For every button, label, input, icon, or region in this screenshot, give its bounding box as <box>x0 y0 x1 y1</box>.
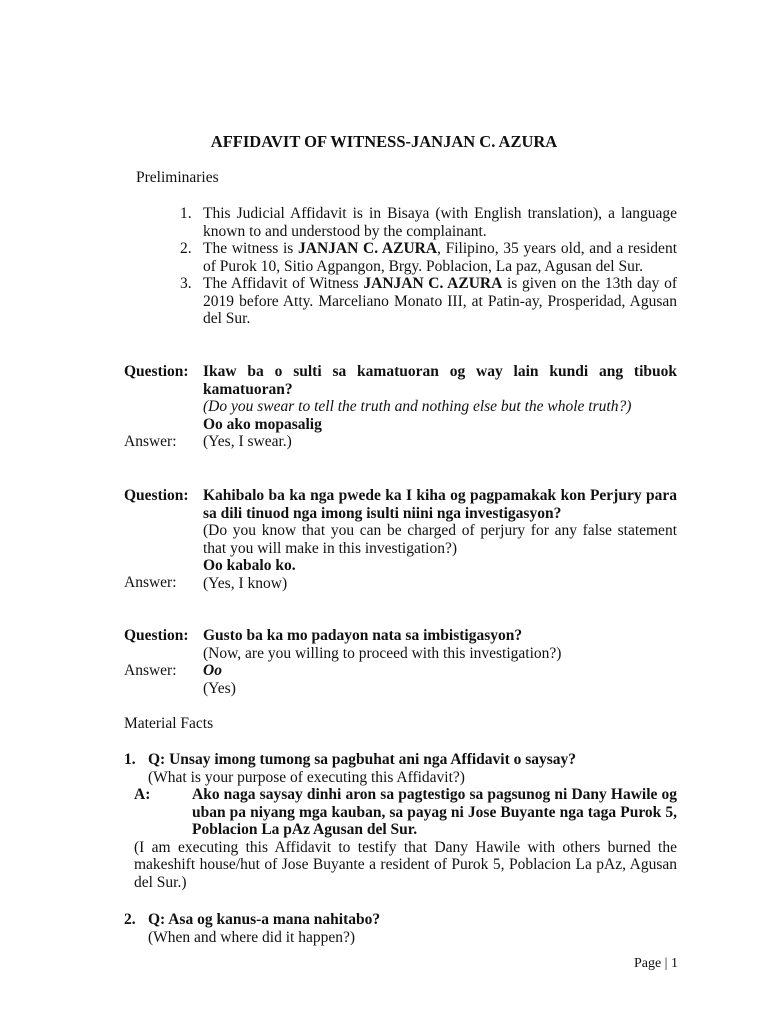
answer-text: Oo ako mopasalig <box>203 415 322 433</box>
question-label: Question: <box>124 487 189 504</box>
question-text: Gusto ba ka mo padayon nata sa imbistigasyon? <box>203 627 523 644</box>
fact-number: 1. <box>124 751 136 768</box>
question-translation: (Do you swear to tell the truth and nothing else but the whole truth?) <box>203 398 632 415</box>
list-item: 1. This Judicial Affidavit is in Bisaya (with English translation), a language known to and understood by the complainant. <box>180 205 677 240</box>
question-label: Question: <box>124 627 189 644</box>
preliminaries-list <box>180 205 677 328</box>
preliminaries-heading: Preliminaries <box>136 169 219 186</box>
document-title: AFFIDAVIT OF WITNESS-JANJAN C. AZURA <box>210 132 558 151</box>
fact-number: 2. <box>124 911 136 928</box>
witness-name: JANJAN C. AZURA <box>298 240 438 257</box>
answer-text: Oo <box>203 662 222 679</box>
page-number: Page | 1 <box>633 956 678 971</box>
fact-block <box>124 911 677 946</box>
fact-block <box>124 751 677 891</box>
fact-question: Q: Asa og kanus-a mana nahitabo? <box>148 911 381 928</box>
answer-label: Answer: <box>124 433 177 450</box>
qa-block <box>203 363 677 451</box>
answer-text: Oo kabalo ko. <box>203 557 296 574</box>
qa-block <box>203 627 677 697</box>
answer-translation: (Yes) <box>203 679 236 697</box>
fact-question: Q: Unsay imong tumong sa pagbuhat ani nga Affidavit o saysay? <box>148 751 577 768</box>
answer-translation: (Yes, I swear.) <box>203 433 292 450</box>
answer-translation: (Yes, I know) <box>203 574 288 592</box>
question-translation: (Do you know that you can be charged of perjury for any false statement that you will make in this investigation?) <box>203 522 677 557</box>
fact-answer-translation: (I am executing this Affidavit to testify that Dany Hawile with others burned the makeshift house/hut of Jose Buyante a resident of Purok 5, Poblacion La pAz, Agusan del Sur.) <box>134 838 677 891</box>
answer-label: Answer: <box>124 574 177 591</box>
question-label: Question: <box>124 363 189 380</box>
material-facts-heading: Material Facts <box>124 715 214 732</box>
fact-question-translation: (What is your purpose of executing this Affidavit?) <box>148 768 465 786</box>
question-text: Ikaw ba o sulti sa kamatuoran og way lain kundi ang tibuok kamatuoran? <box>203 363 677 398</box>
list-item: 2. The witness is JANJAN C. AZURA, Filipino, 35 years old, and a resident of Purok 10, Sitio Agpangon, Brgy. Poblacion, La paz, Agusan del Sur. <box>180 240 677 275</box>
fact-answer: A: Ako naga saysay dinhi aron sa pagtestigo sa pagsunog ni Dany Hawile og uban pa niyang mga kauban, sa payag ni Jose Buyante nga taga Purok 5, Poblacion La pAz Agusan del Sur. <box>134 786 677 838</box>
witness-name: JANJAN C. AZURA <box>363 275 503 292</box>
qa-block <box>203 487 677 592</box>
question-text: Kahibalo ba ka nga pwede ka I kiha og pagpamakak kon Perjury para sa dili tinuod nga imong isulti niini nga investigasyon? <box>203 487 677 522</box>
answer-label: Answer: <box>124 662 177 679</box>
question-translation: (Now, are you willing to proceed with this investigation?) <box>203 644 562 662</box>
list-item: 3. The Affidavit of Witness JANJAN C. AZURA is given on the 13th day of 2019 before Atty. Marceliano Monato III, at Patin-ay, Prosperidad, Agusan del Sur. <box>180 275 677 327</box>
fact-question-translation: (When and where did it happen?) <box>148 928 356 946</box>
